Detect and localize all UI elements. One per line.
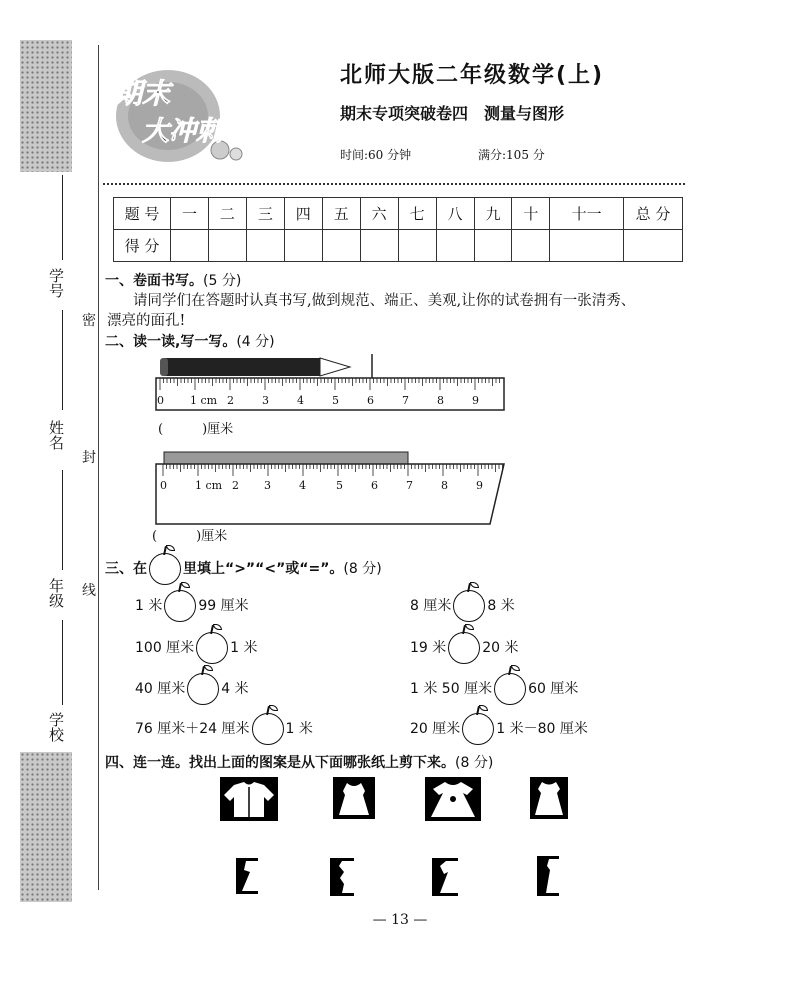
score-header-cell: 二 <box>208 198 246 230</box>
compare-apple-blank[interactable] <box>453 590 485 622</box>
compare-right: 4 米 <box>221 681 249 697</box>
compare-item-1 <box>135 590 249 622</box>
compare-apple-blank[interactable] <box>252 713 284 745</box>
compare-right: 1 米 <box>230 640 258 656</box>
compare-item-5 <box>135 673 249 705</box>
section-1-heading <box>105 270 241 290</box>
score-cell[interactable] <box>436 230 474 262</box>
compare-left: 1 米 <box>135 598 163 614</box>
compare-apple-blank[interactable] <box>196 632 228 664</box>
folded-paper-c[interactable] <box>432 858 458 896</box>
name-line <box>62 310 63 410</box>
ruler-label: 6 <box>371 479 378 492</box>
student-number-line <box>62 175 63 260</box>
compare-item-4 <box>410 632 519 664</box>
ruler-label: 1 cm <box>190 394 218 407</box>
score-header-cell: 四 <box>284 198 322 230</box>
score-header-cell: 三 <box>246 198 284 230</box>
school-label: 学校 <box>47 712 65 742</box>
folded-paper-b[interactable] <box>330 858 354 896</box>
section-2-answer-1[interactable]: ( )厘米 <box>158 422 234 437</box>
dress-shape[interactable] <box>333 777 375 819</box>
section-2-title: 二、读一读,写一写。 <box>105 334 237 350</box>
compare-right: 20 米 <box>482 640 519 656</box>
ruler-label: 4 <box>297 394 304 407</box>
school-line <box>62 620 63 705</box>
compare-left: 20 厘米 <box>410 721 461 737</box>
wide-dress-shape[interactable] <box>425 777 481 821</box>
compare-apple-blank[interactable] <box>187 673 219 705</box>
page-title: 北师大版二年级数学(上) <box>340 63 605 88</box>
ruler-label: 7 <box>402 394 409 407</box>
compare-item-6 <box>410 673 578 705</box>
ruler-label: 2 <box>227 394 234 407</box>
name-label: 姓名 <box>47 420 65 450</box>
score-cell[interactable] <box>208 230 246 262</box>
score-cell[interactable] <box>550 230 624 262</box>
folded-paper-a[interactable] <box>236 858 258 894</box>
student-number-label: 学号 <box>47 268 65 298</box>
ruler-label: 5 <box>336 479 343 492</box>
section-1-text-line2: 漂亮的面孔! <box>107 313 186 329</box>
ruler-label: 3 <box>264 479 271 492</box>
score-header-cell: 题 号 <box>114 198 171 230</box>
grade-label: 年级 <box>47 578 65 608</box>
section-4-title: 四、连一连。找出上面的图案是从下面哪张纸上剪下来。 <box>105 755 455 771</box>
compare-left: 76 厘米＋24 厘米 <box>135 721 250 737</box>
compare-apple-blank[interactable] <box>164 590 196 622</box>
score-header-cell: 九 <box>474 198 512 230</box>
ruler-label: 8 <box>437 394 444 407</box>
ruler-label: 7 <box>406 479 413 492</box>
score-header-cell: 一 <box>171 198 209 230</box>
exam-logo <box>108 58 258 168</box>
binding-pattern-top <box>20 40 72 172</box>
compare-left: 19 米 <box>410 640 447 656</box>
score-cell[interactable] <box>322 230 360 262</box>
ruler-label: 9 <box>476 479 483 492</box>
compare-right: 1 米 <box>285 721 313 737</box>
score-header-cell: 十 <box>512 198 550 230</box>
compare-right: 60 厘米 <box>528 681 579 697</box>
ruler-label: 8 <box>441 479 448 492</box>
time-info: 时间:60 分钟 <box>340 148 412 162</box>
page-subtitle: 期末专项突破卷四 测量与图形 <box>340 104 565 123</box>
ruler-label: 3 <box>262 394 269 407</box>
section-4-heading <box>105 752 493 772</box>
score-cell[interactable] <box>171 230 209 262</box>
section-3-title-post: 里填上“>”“<”或“=”。 <box>183 561 344 577</box>
compare-apple-blank[interactable] <box>494 673 526 705</box>
section-1-points: (5 分) <box>203 273 242 289</box>
section-3-title-pre: 三、在 <box>105 561 147 577</box>
score-cell[interactable] <box>246 230 284 262</box>
compare-left: 100 厘米 <box>135 640 195 656</box>
ruler-label: 0 <box>157 394 164 407</box>
ruler-pencil-figure <box>150 350 510 415</box>
ruler-label: 5 <box>332 394 339 407</box>
section-2-points: (4 分) <box>236 334 275 350</box>
compare-item-8 <box>410 713 588 745</box>
page-number: — 13 — <box>372 912 428 928</box>
compare-left: 40 厘米 <box>135 681 186 697</box>
section-3-points: (8 分) <box>343 561 382 577</box>
skirt-dress-shape[interactable] <box>530 777 568 819</box>
score-cell[interactable] <box>474 230 512 262</box>
section-3-heading <box>105 553 382 585</box>
section-2-heading <box>105 331 275 351</box>
score-table-score-row <box>114 230 683 262</box>
seal-char-mi: 密 <box>82 313 96 329</box>
compare-apple-blank[interactable] <box>462 713 494 745</box>
shirt-shape[interactable] <box>220 777 278 821</box>
score-info: 满分:105 分 <box>478 148 545 162</box>
folded-paper-d[interactable] <box>537 856 559 896</box>
compare-left: 1 米 50 厘米 <box>410 681 493 697</box>
compare-right: 99 厘米 <box>198 598 249 614</box>
score-table-header-row <box>114 198 683 230</box>
score-header-cell: 六 <box>360 198 398 230</box>
ruler-label: 6 <box>367 394 374 407</box>
section-4-points: (8 分) <box>455 755 494 771</box>
score-cell[interactable] <box>512 230 550 262</box>
score-cell[interactable] <box>360 230 398 262</box>
compare-item-2 <box>410 590 515 622</box>
seal-char-xian: 线 <box>82 583 96 599</box>
score-header-cell: 十一 <box>550 198 624 230</box>
compare-item-7 <box>135 713 313 745</box>
section-2-answer-2[interactable]: ( )厘米 <box>152 529 228 544</box>
ruler-bar-figure <box>150 448 510 528</box>
logo-text-bottom: 大冲刺 <box>142 116 223 147</box>
ruler-label: 2 <box>232 479 239 492</box>
score-header-cell: 七 <box>398 198 436 230</box>
compare-left: 8 厘米 <box>410 598 452 614</box>
ruler-label: 4 <box>299 479 306 492</box>
compare-right: 8 米 <box>487 598 515 614</box>
binding-pattern-bottom <box>20 752 72 902</box>
compare-apple-blank[interactable] <box>448 632 480 664</box>
score-row-label: 得 分 <box>114 230 171 262</box>
score-table <box>113 197 683 262</box>
seal-char-feng: 封 <box>82 450 96 466</box>
ruler-label: 0 <box>160 479 167 492</box>
ruler-label: 1 cm <box>195 479 223 492</box>
dotted-separator <box>103 183 685 185</box>
score-cell[interactable] <box>398 230 436 262</box>
compare-item-3 <box>135 632 258 664</box>
logo-text-top: 期末 <box>114 77 171 110</box>
compare-right: 1 米－80 厘米 <box>496 721 588 737</box>
section-1-text-line1: 请同学们在答题时认真书写,做到规范、端正、美观,让你的试卷拥有一张清秀、 <box>133 293 636 309</box>
score-header-cell: 五 <box>322 198 360 230</box>
binding-line <box>98 45 99 890</box>
score-header-cell: 总 分 <box>624 198 683 230</box>
ruler-label: 9 <box>472 394 479 407</box>
score-cell[interactable] <box>624 230 683 262</box>
score-header-cell: 八 <box>436 198 474 230</box>
score-cell[interactable] <box>284 230 322 262</box>
apple-icon <box>149 553 181 585</box>
grade-line <box>62 470 63 570</box>
section-1-title: 一、卷面书写。 <box>105 273 203 289</box>
